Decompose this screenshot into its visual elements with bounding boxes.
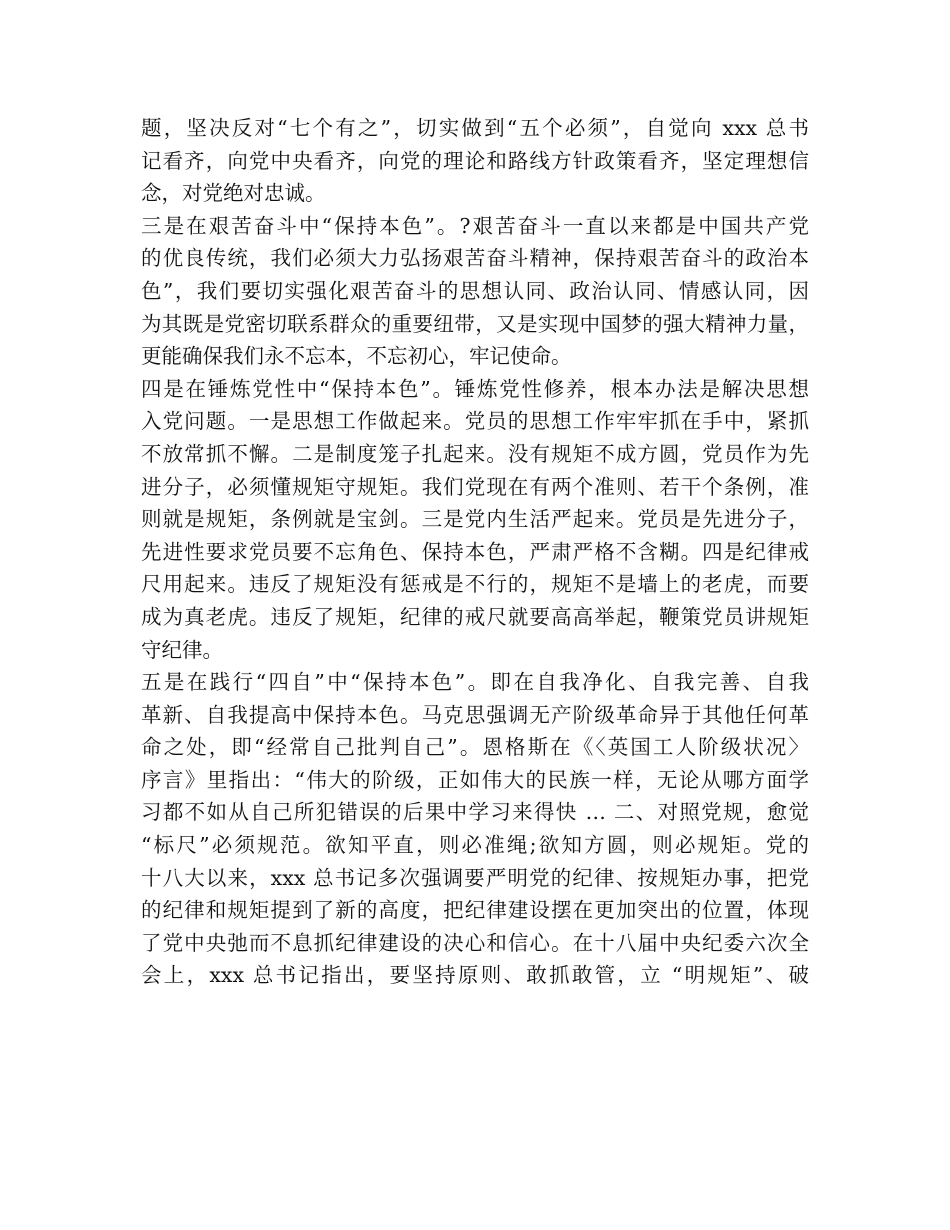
text-line: 的优良传统，我们必须大力弘扬艰苦奋斗精神，保持艰苦奋斗的政治本 — [141, 246, 809, 271]
text-line: 的纪律和规矩提到了新的高度，把纪律建设摆在更加突出的位置，体现 — [141, 898, 809, 923]
text-line: 更能确保我们永不忘本，不忘初心，牢记使命。 — [141, 344, 572, 369]
text-line: 三是在艰苦奋斗中“保持本色”。?艰苦奋斗一直以来都是中国共产党 — [141, 213, 809, 238]
text-line: 记看齐，向党中央看齐，向党的理论和路线方针政策看齐，坚定理想信 — [141, 148, 809, 173]
body-text — [141, 112, 809, 992]
text-line: 了党中央弛而不息抓纪律建设的决心和信心。在十八届中央纪委六次全 — [141, 930, 809, 955]
text-line: 序言》里指出：“伟大的阶级，正如伟大的民族一样，无论从哪方面学 — [141, 767, 809, 792]
text-line: 念，对党绝对忠诚。 — [141, 181, 326, 206]
text-line: 革新、自我提高中保持本色。马克思强调无产阶级革命异于其他任何革 — [141, 702, 809, 727]
text-line: 四是在锤炼党性中“保持本色”。锤炼党性修养，根本办法是解决思想 — [141, 376, 809, 401]
text-line: 题，坚决反对“七个有之”，切实做到“五个必须”，自觉向 xxx 总书 — [141, 116, 809, 140]
text-line: “标尺”必须规范。欲知平直，则必准绳;欲知方圆，则必规矩。党的 — [141, 833, 809, 858]
text-line: 命之处，即“经常自己批判自己”。恩格斯在《〈英国工人阶级状况〉 — [141, 735, 809, 760]
text-line: 守纪律。 — [141, 637, 223, 662]
text-line: 进分子，必须懂规矩守规矩。我们党现在有两个准则、若干个条例，准 — [141, 474, 809, 499]
text-line: 尺用起来。违反了规矩没有惩戒是不行的，规矩不是墙上的老虎，而要 — [141, 572, 809, 597]
text-line: 为其既是党密切联系群众的重要纽带，又是实现中国梦的强大精神力量， — [141, 311, 809, 336]
text-line: 五是在践行“四自”中“保持本色”。即在自我净化、自我完善、自我 — [141, 670, 809, 695]
text-line: 色”，我们要切实强化艰苦奋斗的思想认同、政治认同、情感认同，因 — [141, 278, 809, 303]
text-line: 入党问题。一是思想工作做起来。党员的思想工作牢牢抓在手中，紧抓 — [141, 409, 809, 434]
text-line: 不放常抓不懈。二是制度笼子扎起来。没有规矩不成方圆，党员作为先 — [141, 441, 809, 466]
text-line: 十八大以来，xxx 总书记多次强调要严明党的纪律、按规矩办事，把党 — [141, 865, 809, 890]
text-line: 先进性要求党员要不忘角色、保持本色，严肃严格不含糊。四是纪律戒 — [141, 539, 809, 564]
text-line: 会上，xxx 总书记指出，要坚持原则、敢抓敢管，立 “明规矩”、破 — [141, 963, 809, 988]
text-line: 习都不如从自己所犯错误的后果中学习来得快 … 二、对照党规，愈觉 — [141, 800, 809, 825]
text-line: 成为真老虎。违反了规矩，纪律的戒尺就要高高举起，鞭策党员讲规矩 — [141, 604, 809, 629]
text-line: 则就是规矩，条例就是宝剑。三是党内生活严起来。党员是先进分子， — [141, 507, 809, 532]
